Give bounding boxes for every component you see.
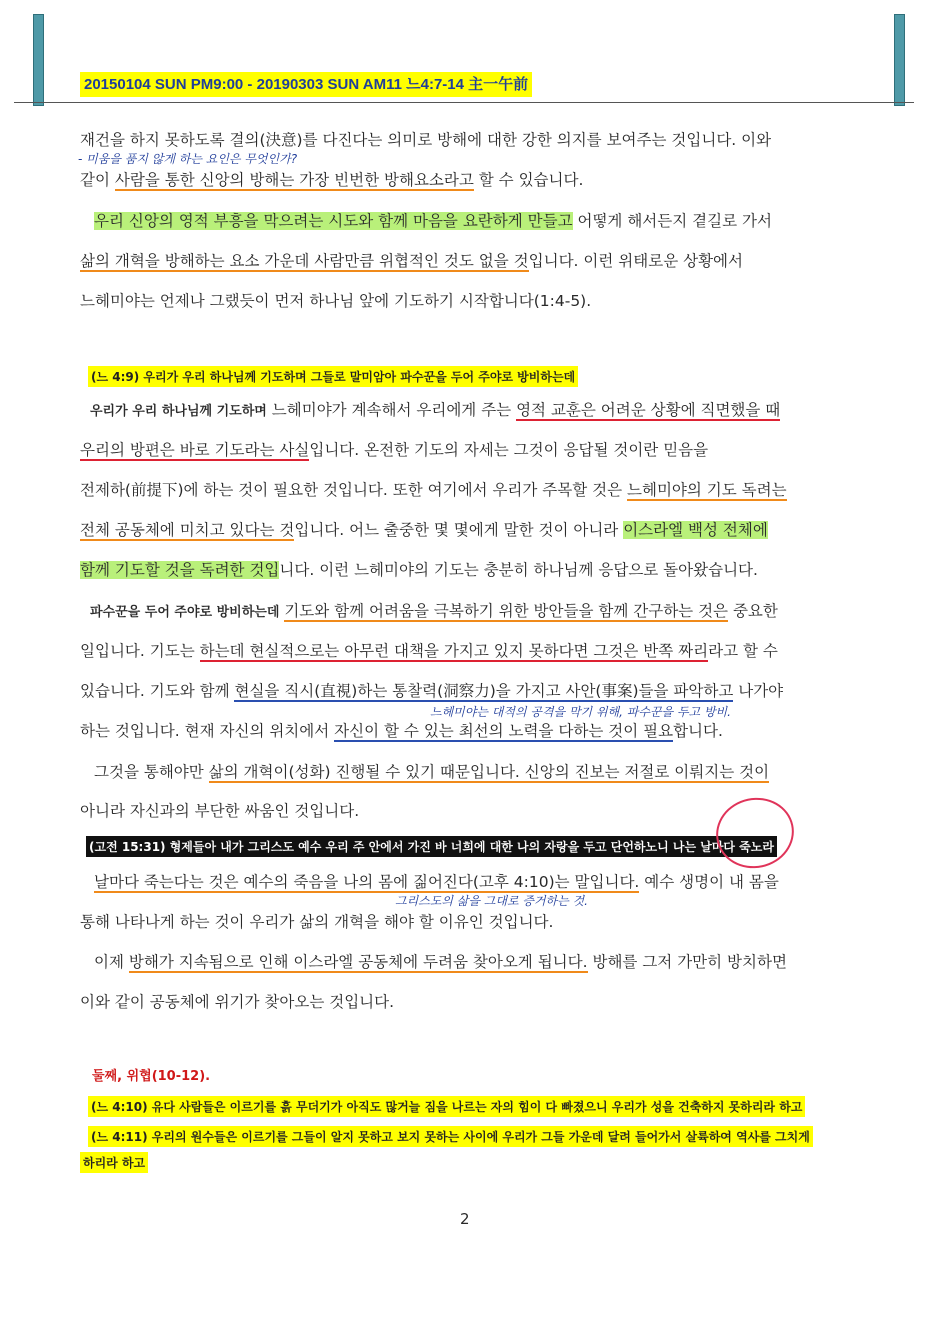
verse-quote: (느 4:11) 우리의 원수들은 이르기를 그들이 알지 못하고 보지 못하는 사이에 우리가 그들 가운데 달려 들어가서 살륙하여 역사를 그치게 bbox=[88, 1126, 813, 1147]
paragraph-line: 하는 것입니다. 현재 자신의 위치에서 자신이 할 수 있는 최선의 노력을 다하는 것이 필요합니다. bbox=[80, 722, 723, 740]
right-binding-bar bbox=[894, 14, 905, 106]
paragraph-line: 그것을 통해야만 삶의 개혁이(성화) 진행될 수 있기 때문입니다. 신앙의 진보는 저절로 이뤄지는 것이 bbox=[94, 763, 770, 781]
handwritten-note: - 미움을 품지 않게 하는 요인은 무엇인가? bbox=[78, 152, 298, 166]
paragraph-line: 날마다 죽는다는 것은 예수의 죽음을 나의 몸에 짊어진다(고후 4:10)는 말입니다. 예수 생명이 내 몸을 bbox=[94, 873, 779, 891]
paragraph-line: 일입니다. 기도는 하는데 현실적으로는 아무런 대책을 가지고 있지 못하다면 그것은 반쪽 짜리라고 할 수 bbox=[80, 642, 778, 660]
paragraph-line: 느헤미야는 언제나 그랬듯이 먼저 하나님 앞에 기도하기 시작합니다(1:4-5). bbox=[80, 292, 592, 310]
paragraph-line: 우리 신앙의 영적 부흥을 막으려는 시도와 함께 마음을 요란하게 만들고 어떻게 해서든지 곁길로 가서 bbox=[94, 212, 772, 230]
paragraph-line: 전제하(前提下)에 하는 것이 필요한 것입니다. 또한 여기에서 우리가 주목할 것은 느헤미야의 기도 독려는 bbox=[80, 481, 787, 499]
paragraph-line: 파수꾼을 두어 주야로 방비하는데 기도와 함께 어려움을 극복하기 위한 방안들을 함께 간구하는 것은 중요한 bbox=[90, 602, 778, 620]
handwritten-note: 느헤미야는 대적의 공격을 막기 위해, 파수꾼을 두고 방비. bbox=[430, 705, 731, 719]
left-binding-bar bbox=[33, 14, 44, 106]
sermon-header: 20150104 SUN PM9:00 - 20190303 SUN AM11 느4:7-14 主一午前 bbox=[80, 72, 532, 97]
handwritten-note: 그리스도의 삶을 그대로 증거하는 것. bbox=[395, 894, 588, 908]
paragraph-line: 재건을 하지 못하도록 결의(決意)를 다진다는 의미로 방해에 대한 강한 의지를 보여주는 것입니다. 이와 bbox=[80, 131, 772, 149]
section-heading: 둘째, 위협(10-12). bbox=[92, 1069, 211, 1084]
verse-quote: (느 4:9) 우리가 우리 하나님께 기도하며 그들로 말미암아 파수꾼을 두어 주야로 방비하는데 bbox=[88, 366, 578, 387]
paragraph-line: 이와 같이 공동체에 위기가 찾아오는 것입니다. bbox=[80, 993, 395, 1011]
paragraph-line: 우리가 우리 하나님께 기도하며 느헤미야가 계속해서 우리에게 주는 영적 교훈은 어려운 상황에 직면했을 때 bbox=[90, 401, 781, 419]
verse-quote: 하리라 하고 bbox=[80, 1152, 148, 1173]
paragraph-line: 있습니다. 기도와 함께 현실을 직시(直視)하는 통찰력(洞察力)을 가지고 사안(事案)들을 파악하고 나가야 bbox=[80, 682, 784, 700]
paragraph-line: 우리의 방편은 바로 기도라는 사실입니다. 온전한 기도의 자세는 그것이 응답될 것이란 믿음을 bbox=[80, 441, 709, 459]
paragraph-line: 같이 사람을 통한 신앙의 방해는 가장 빈번한 방해요소라고 할 수 있습니다. bbox=[80, 171, 584, 189]
paragraph-line: 이제 방해가 지속됨으로 인해 이스라엘 공동체에 두려움 찾아오게 됩니다. 방해를 그저 가만히 방치하면 bbox=[94, 953, 787, 971]
paragraph-line: 통해 나타나게 하는 것이 우리가 삶의 개혁을 해야 할 이유인 것입니다. bbox=[80, 913, 554, 931]
header-rule bbox=[14, 102, 914, 103]
paragraph-line: 아니라 자신과의 부단한 싸움인 것입니다. bbox=[80, 802, 360, 820]
paragraph-line: 삶의 개혁을 방해하는 요소 가운데 사람만큼 위협적인 것도 없을 것입니다. 이런 위태로운 상황에서 bbox=[80, 252, 743, 270]
verse-quote: (느 4:10) 유다 사람들은 이르기를 흙 무더기가 아직도 많거늘 짐을 나르는 자의 힘이 다 빠졌으니 우리가 성을 건축하지 못하리라 하고 bbox=[88, 1096, 805, 1117]
paragraph-line: 함께 기도할 것을 독려한 것입니다. 이런 느헤미야의 기도는 충분히 하나님께 응답으로 돌아왔습니다. bbox=[80, 561, 758, 579]
paragraph-line: 전체 공동체에 미치고 있다는 것입니다. 어느 출중한 몇 몇에게 말한 것이 아니라 이스라엘 백성 전체에 bbox=[80, 521, 768, 539]
page-number: 2 bbox=[460, 1210, 470, 1228]
verse-quote-dark: (고전 15:31) 형제들아 내가 그리스도 예수 우리 주 안에서 가진 바 너희에 대한 나의 자랑을 두고 단언하노니 나는 날마다 죽노라 bbox=[86, 836, 777, 857]
